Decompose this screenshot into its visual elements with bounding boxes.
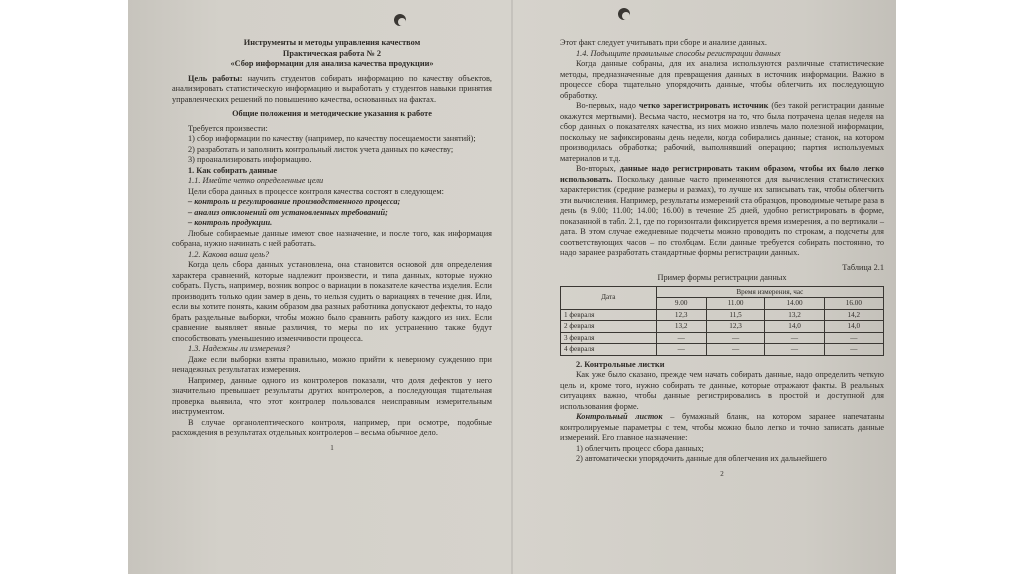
paragraph-any-data: Любые собираемые данные имеют свое назначение, и после того, как информация собрана, нужно начинать с ней работать. (172, 228, 492, 248)
paragraph-fact: Этот факт следует учитывать при сборе и анализе данных. (560, 38, 767, 47)
doc-title-line-3: «Сбор информации для анализа качества продукции» (230, 59, 434, 68)
table-row (561, 332, 884, 344)
table-time: 16.00 (824, 298, 883, 310)
paragraph-collected: Когда данные собраны, для их анализа используются различные статистические методы, предназначенные для превращения данных в источник информации. Важно в процессе сбора тщательно упорядочить данные, чтобы облегчить их последующую обработку. (560, 59, 884, 100)
required-label: Требуется произвести: (188, 123, 268, 133)
table-cell: — (706, 344, 765, 356)
page-fold (511, 0, 513, 574)
table-date: 2 февраля (561, 321, 657, 333)
table-date-header: Дата (561, 286, 657, 309)
doc-title-line-1: Инструменты и методы управления качеством (243, 38, 421, 47)
page-number-right: 2 (720, 469, 724, 478)
table-cell: 14,0 (824, 321, 883, 333)
table-row (561, 344, 884, 356)
paragraph-reliable: Даже если выборки взяты правильно, можно прийти к неверному суждению при ненадежных результатах измерения. (172, 354, 492, 374)
registration-table (560, 286, 884, 356)
table-time: 9.00 (656, 298, 706, 310)
table-cell: 13,2 (765, 309, 824, 321)
table-time: 11.00 (706, 298, 765, 310)
paragraph-example: Например, данные одного из контролеров показали, что доля дефектов у него значительно превышает результаты других контролеров, а последующая тщательная проверка выявила, что этот контролер пользовался неисправным измерительным инструментом. (172, 375, 492, 416)
table-date: 4 февраля (561, 344, 657, 356)
page-left (172, 38, 492, 453)
table-cell: — (765, 344, 824, 356)
task-1: 1) сбор информации по качеству (например, по качеству посещаемости занятий); (188, 134, 476, 143)
scanned-document (128, 0, 896, 574)
purpose-2: 2) автоматически упорядочить данные для облегчения их дальнейшего (576, 454, 827, 463)
table-row (561, 321, 884, 333)
table-header-row (561, 286, 884, 298)
table-cell: — (765, 332, 824, 344)
table-cell: 13,2 (656, 321, 706, 333)
goal-label: Цель работы: (188, 73, 243, 83)
goals-intro: Цели сбора данных в процессе контроля качества состоят в следующем: (188, 186, 444, 196)
table-cell: — (706, 332, 765, 344)
heading-1-4: 1.4. Подыщите правильные способы регистрации данных (576, 48, 781, 58)
goal-item-2: – анализ отклонений от установленных требований; (188, 207, 388, 217)
heading-1-3: 1.3. Надежны ли измерения? (188, 344, 291, 353)
goal-item-3: – контроль продукции. (188, 218, 273, 227)
page-right (560, 38, 884, 479)
table-time-header: Время измерения, час (656, 286, 883, 298)
table-date: 1 февраля (561, 309, 657, 321)
table-cell: — (824, 344, 883, 356)
table-cell: — (656, 332, 706, 344)
paragraph-said: Как уже было сказано, прежде чем начать собирать данные, надо определить четкую цель и, кроме того, нужно собирать те данные, которые отражают факты. В реальных ситуациях важно, чтобы данные регистрировались в простой и доступной для использования форме. (560, 370, 884, 411)
heading-1-1: 1.1. Имейте четко определенные цели (188, 176, 324, 185)
table-date: 3 февраля (561, 332, 657, 344)
section-title: Общие положения и методические указания к работе (232, 109, 432, 118)
purpose-1: 1) облегчить процесс сбора данных; (576, 443, 704, 453)
punch-hole-left (394, 14, 406, 26)
goal-text: научить студентов собирать информацию по качеству объектов, анализировать статистическую информацию и выработать у студентов навыки принятия управленческих решений по повышению качества, основанных на фактах. (172, 73, 492, 104)
table-cell: — (824, 332, 883, 344)
table-time: 14.00 (765, 298, 824, 310)
goal-paragraph (172, 74, 492, 106)
paragraph-goal: Когда цель сбора данных установлена, она становится основой для определения характера сравнений, которые надлежит произвести, и типа данных, которые нужно собрать. Пусть, например, возник вопрос о вариации в показателе качества изделия. Если производить только один замер в день, то нельзя судить о вариациях в течение дня. Или, если вы хотите понять, каким образом два разных работника допускают дефекты, то надо брать раздельные выборки, чтобы можно было сравнить работу каждого из них. Если сравнение выявляет явные различия, то меры по их устранению также будут способствовать уменьшению изменчивости процесса. (172, 260, 492, 343)
heading-1: 1. Как собирать данные (188, 165, 278, 175)
paragraph-first: Во-первых, надо четко зарегистрировать источник (без такой регистрации данные окажутся мертвыми). Весьма часто, несмотря на то, что была потрачена целая неделя на сбор данных о показателях качества, из них можно извлечь мало полезной информации, поскольку не зафиксированы день недели, когда собирались данные; станок, на котором производилась обработка; рабочий, выполнявший операцию; партия используемых материалов и т.д. (560, 101, 885, 163)
table-caption: Пример формы регистрации данных (657, 273, 787, 282)
page-number-left: 1 (330, 443, 334, 452)
table-row (561, 309, 884, 321)
task-2: 2) разработать и заполнить контрольный листок учета данных по качеству; (188, 144, 454, 154)
task-3: 3) проанализировать информацию. (188, 155, 312, 164)
heading-1-2: 1.2. Какова ваша цель? (188, 249, 270, 259)
table-cell: 14,0 (765, 321, 824, 333)
punch-hole-right (618, 8, 630, 20)
paragraph-sheet: Контрольный листок – бумажный бланк, на котором заранее напечатаны контролируемые параметры с тем, чтобы можно было легко и точно записать данные измерений. Его главное назначение: (560, 412, 885, 442)
heading-2: 2. Контрольные листки (576, 359, 665, 369)
table-cell: 14,2 (824, 309, 883, 321)
table-number: Таблица 2.1 (842, 262, 884, 272)
doc-title-line-2: Практическая работа № 2 (282, 48, 382, 58)
table-cell: — (656, 344, 706, 356)
goal-item-1: – контроль и регулирование производственного процесса; (188, 197, 401, 206)
paragraph-second: Во-вторых, данные надо регистрировать таким образом, чтобы их было легко использовать. Поскольку данные часто применяются для вычисления статистических характеристик (средние размеры и размах), то лучше их записывать так, чтобы облегчить эти вычисления. Например, результаты измерений ста образцов, проводимые четыре раза в день (в 9.00; 11.00; 14.00; 16.00) в течение 25 дней, удобно регистрировать в форме, показанной в табл. 2.1, где по горизонтали фиксируется время измерения, а по вертикали – дата. В этом случае ежедневные подсчеты можно проводить по строкам, а подсчеты для соответствующих часов – по столбцам. Если данные требуется собирать постоянно, то надо заранее разработать стандартные формы регистрации данных. (560, 164, 884, 257)
paragraph-organoleptic: В случае органолептического контроля, например, при осмотре, подобные расхождения в результатах отдельных контролеров – весьма обычное дело. (172, 417, 492, 437)
table-cell: 11,5 (706, 309, 765, 321)
table-cell: 12,3 (706, 321, 765, 333)
table-cell: 12,3 (656, 309, 706, 321)
